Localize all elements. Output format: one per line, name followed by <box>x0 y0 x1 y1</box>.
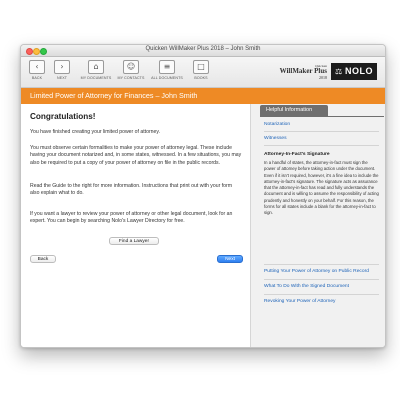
main-content <box>21 104 250 347</box>
intro-paragraph: You have finished creating your limited power of attorney. <box>30 129 161 135</box>
toolbar-my-documents-label: MY DOCUMENTS <box>80 76 112 80</box>
title-bar <box>21 45 385 57</box>
toolbar-my-documents-button[interactable] <box>79 59 113 85</box>
find-lawyer-button[interactable]: Find a Lawyer <box>109 237 159 245</box>
divider <box>264 279 379 280</box>
next-button[interactable]: Next <box>217 255 243 263</box>
helpful-info-panel <box>250 104 386 347</box>
tab-helpful-information[interactable]: Helpful Information <box>260 105 328 116</box>
link-public-record[interactable]: Putting Your Power of Attorney on Public Record <box>264 269 369 274</box>
app-window <box>20 44 386 348</box>
section-body: In a handful of states, the attorney-in-fact must sign the power of attorney before taking action under the document. Even if it isn't required, however, it's a fine idea to include the attorney-in-fact's signature. The signature acts as assurance that the attorney-in-fact has read and fully understands the document and is willing to assume the responsibility of acting prudently and honestly on your behalf. For this reason, the forms for all states include a blank for the attorney-in-fact to sign. <box>264 160 379 215</box>
tab-underline <box>260 116 384 117</box>
toolbar-books-label: BOOKS <box>194 76 208 80</box>
link-witnesses[interactable]: Witnesses <box>264 136 287 141</box>
product-name: WillMaker Plus <box>279 67 327 75</box>
toolbar-books-button[interactable] <box>189 59 213 85</box>
nolo-logo-text: NOLO <box>345 66 373 76</box>
divider <box>264 145 379 146</box>
home-icon: ⌂ <box>88 60 104 74</box>
toolbar-all-documents-button[interactable] <box>149 59 185 85</box>
window-title: Quicken WillMaker Plus 2018 – John Smith <box>145 46 261 52</box>
toolbar-my-contacts-button[interactable] <box>115 59 147 85</box>
book-icon: □ <box>193 60 209 74</box>
back-arrow-icon: ‹ <box>29 60 45 74</box>
lawyer-paragraph: If you want a lawyer to review your power of attorney or other legal document, look for an expert. You can begin by searching Nolo's Lawyer Directory for free. <box>30 211 233 225</box>
back-button[interactable]: Back <box>30 255 56 263</box>
toolbar-next-button[interactable] <box>50 59 74 85</box>
link-signed-document[interactable]: What To Do With the Signed Document <box>264 284 349 289</box>
link-revoking[interactable]: Revoking Your Power of Attorney <box>264 299 336 304</box>
toolbar <box>21 57 385 88</box>
document-banner: Limited Power of Attorney for Finances – John Smith <box>21 88 385 104</box>
toolbar-back-label: BACK <box>31 76 43 80</box>
product-logo <box>280 64 327 80</box>
toolbar-next-label: NEXT <box>57 76 67 80</box>
page-title: Congratulations! <box>30 112 96 121</box>
formalities-paragraph: You must observe certain formalities to make your power of attorney legal. These include having your document notarized and, in some states, witnessed. In a few situations, you may also be required to put a copy of your power of attorney on file in the public records. <box>30 145 242 166</box>
nolo-logo <box>331 63 377 80</box>
toolbar-my-contacts-label: MY CONTACTS <box>117 76 145 80</box>
product-brand: Quicken <box>315 64 327 68</box>
link-notarization[interactable]: Notarization <box>264 122 291 127</box>
toolbar-all-documents-label: ALL DOCUMENTS <box>151 76 183 80</box>
next-arrow-icon: › <box>54 60 70 74</box>
divider <box>264 294 379 295</box>
contacts-icon: ☺ <box>123 60 139 74</box>
toolbar-back-button[interactable] <box>25 59 49 85</box>
section-heading: Attorney-In-Fact's Signature <box>264 152 330 157</box>
product-year: 2018 <box>319 75 327 80</box>
documents-icon: ≡ <box>159 60 175 74</box>
divider <box>264 264 379 265</box>
scales-icon: ⚖ <box>335 67 343 76</box>
divider <box>264 131 379 132</box>
guide-paragraph: Read the Guide to the right for more information. Instructions that print out with your form also explain what to do. <box>30 183 233 197</box>
